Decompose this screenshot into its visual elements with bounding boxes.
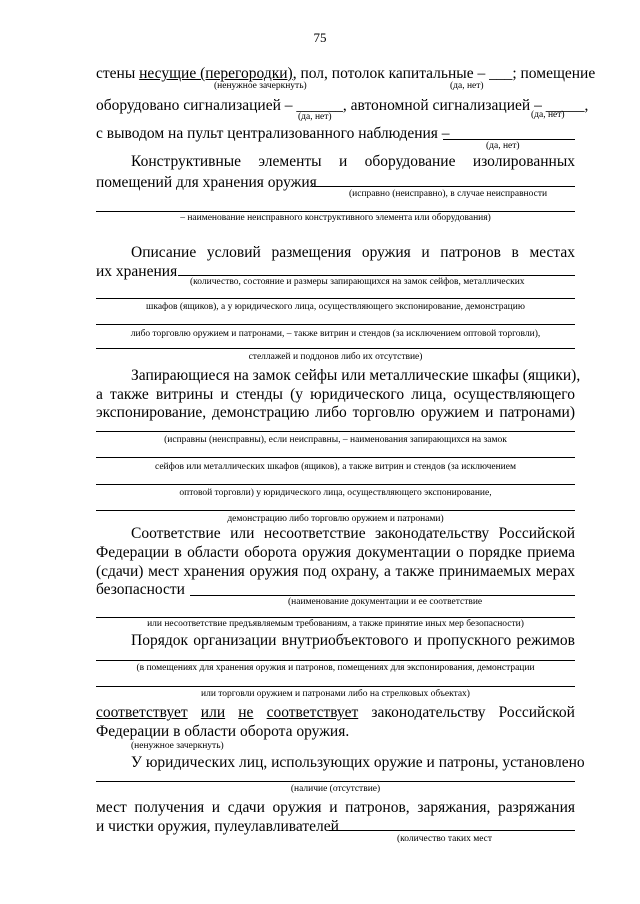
field-note: (количество, состояние и размеры запирающихся на замок сейфов, металлических [190, 277, 525, 287]
yes-no-note: (да, нет) [450, 81, 484, 91]
paragraph-line: безопасности [96, 581, 185, 598]
strike-unneeded-note: (ненужное зачеркнуть) [214, 81, 307, 91]
walls-text: стены [96, 65, 140, 82]
field-note: сейфов или металлических шкафов (ящиков), а также витрин и стендов (за исключением [154, 462, 516, 472]
field-note: (исправно (неисправно), в случае неисправности [349, 189, 548, 199]
paragraph-line: (сдачи) мест хранения оружия под охрану, а также принимаемых мерах [96, 563, 575, 580]
alarm-text: оборудовано сигнализацией – [96, 97, 297, 114]
fill-line [190, 595, 575, 596]
yes-no-note: (да, нет) [531, 110, 565, 120]
not-word: не [238, 704, 254, 721]
legislation-word: законодательству [371, 704, 486, 721]
fill-line [96, 660, 575, 661]
capital-blank: ___ [489, 65, 513, 82]
alarm-comma: , [584, 97, 589, 114]
field-note: или несоответствие предъявляемым требованиям, а также принятие иных мер безопасности) [147, 619, 524, 629]
fill-line [329, 830, 575, 831]
compliance-line [96, 705, 575, 721]
paragraph-line: экспонирование, демонстрацию либо торговлю оружием и патронами) [96, 404, 575, 421]
field-note: (исправны (неисправны), если неисправны, – наименования запирающихся на замок [164, 435, 507, 445]
paragraph-line: Порядок организации внутриобъектового и пропускного режимов [131, 632, 575, 649]
field-note: либо торговлю оружием и патронами, – также витрин и стендов (за исключением оптовой торговли), [130, 329, 541, 339]
or-word: или [200, 704, 226, 721]
autonomous-alarm-text: , автономной сигнализацией – [342, 97, 546, 114]
fill-line [96, 431, 575, 432]
russian-word: Российской [498, 704, 575, 721]
paragraph-line: Запирающиеся на замок сейфы или металлические шкафы (ящики), [131, 367, 581, 384]
paragraph-line: их хранения [96, 263, 178, 280]
alarm-blank: ______ [296, 97, 343, 114]
room-text: ; помещение [512, 65, 596, 82]
fill-line [96, 211, 575, 212]
fill-line [96, 686, 575, 687]
yes-no-note: (да, нет) [486, 141, 520, 151]
load-bearing-option: несущие (перегородки) [139, 65, 293, 82]
central-monitoring-text: с выводом на пульт централизованного наблюдения – [96, 125, 450, 142]
fill-line [96, 348, 575, 349]
complies-option: соответствует [96, 704, 188, 721]
field-note: оптовой торговли) у юридического лица, осуществляющего экспонирование, [179, 488, 492, 498]
paragraph-line: а также витрины и стенды (у юридического лица, осуществляющего [96, 386, 575, 403]
yes-no-note: (да, нет) [298, 112, 332, 122]
paragraph-line: помещений для хранения оружия [96, 174, 317, 191]
field-note: или торговли оружием и патронами либо на стрелковых объектах) [201, 689, 470, 699]
fill-line [96, 510, 575, 511]
walls-line [96, 66, 595, 82]
paragraph-line: Соответствие или несоответствие законодательству Российской [131, 525, 575, 542]
field-note: демонстрацию либо торговлю оружием и патронами) [227, 514, 444, 524]
fill-line [96, 484, 575, 485]
page-number: 75 [313, 30, 327, 45]
fill-line [96, 781, 575, 782]
not-complies-option: соответствует [266, 704, 359, 721]
monitoring-blank-line [443, 139, 575, 140]
fill-line [96, 457, 575, 458]
fill-line [312, 186, 575, 187]
fill-line [96, 298, 575, 299]
field-note: стеллажей и поддонов либо их отсутствие) [248, 352, 423, 362]
field-note: (количество таких мест [397, 834, 493, 844]
autonomous-alarm-blank: _____ [545, 97, 585, 114]
strike-unneeded-note: (ненужное зачеркнуть) [131, 741, 224, 751]
field-note: (наличие (отсутствие) [290, 784, 381, 794]
fill-line [96, 324, 575, 325]
field-note: шкафов (ящиков), а у юридического лица, осуществляющего экспонирование, демонстрацию [146, 302, 525, 312]
paragraph-line: и чистки оружия, пулеулавливателей [96, 818, 339, 835]
fill-line [178, 275, 575, 276]
field-note: – наименование неисправного конструктивного элемента или оборудования) [180, 213, 491, 223]
alarm-line [96, 98, 588, 114]
paragraph-line: Конструктивные элементы и оборудование изолированных [131, 153, 575, 170]
field-note: (наименование документации и ее соответствие [288, 597, 483, 607]
paragraph-line: мест получения и сдачи оружия и патронов, заряжания, разряжания [96, 799, 575, 816]
paragraph-line: Федерации в области оборота оружия. [96, 723, 350, 740]
paragraph-line: Описание условий размещения оружия и патронов в местах [131, 244, 575, 261]
floor-ceiling-text: , пол, потолок капитальные – [292, 65, 490, 82]
fill-line [96, 617, 575, 618]
paragraph-line: Федерации в области оборота оружия документации о порядке приема [96, 544, 575, 561]
field-note: (в помещениях для хранения оружия и патронов, помещениях для экспонирования, демонстрации [136, 663, 535, 673]
paragraph-line: У юридических лиц, использующих оружие и патроны, установлено [131, 754, 585, 771]
